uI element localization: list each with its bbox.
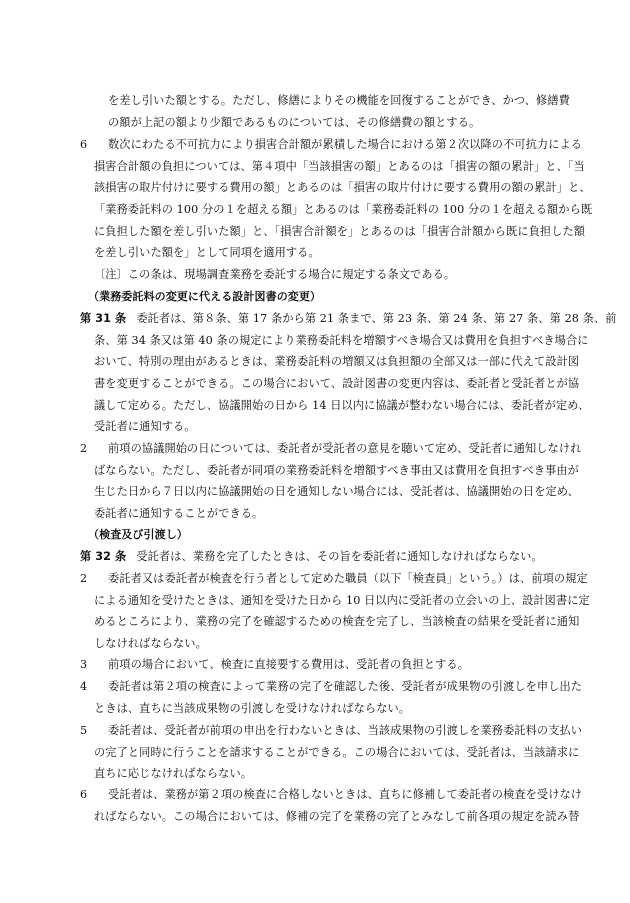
text-line — [0, 806, 630, 828]
paragraph — [0, 720, 630, 785]
section-heading — [0, 524, 630, 546]
clause-number: 4 — [80, 680, 88, 693]
text-line — [0, 590, 630, 612]
text-line — [0, 763, 630, 785]
paragraph — [0, 784, 630, 827]
text-line — [0, 416, 630, 438]
text-line — [0, 568, 630, 590]
text-line — [0, 611, 630, 633]
line-text: めるところにより、業務の完了を確認するための検査を完了し、当該検査の結果を受託者に通知 — [94, 615, 580, 629]
line-text: 受託者は、業務を完了したときは、その旨を委託者に通知しなければならない。 — [136, 550, 543, 563]
paragraph — [0, 286, 630, 308]
clause-number: 6 — [80, 138, 88, 151]
line-text: ればならない。この場合においては、修補の完了を業務の完了とみなして前各項の規定を読み替 — [94, 809, 580, 823]
line-text: 生じた日から７日以内に協議開始の日を通知しない場合には、受託者は、協議開始の日を定め、 — [94, 485, 579, 499]
line-text: を差し引いた額とする。ただし、修繕によりその機能を回復することができ、かつ、修繕費 — [108, 94, 570, 107]
text-line — [0, 373, 630, 395]
text-line — [0, 112, 630, 134]
text-line — [0, 351, 630, 373]
paragraph — [0, 546, 630, 568]
paragraph — [0, 90, 630, 133]
line-text: ときは、直ちに当該成果物の引渡しを受けなければならない。 — [94, 701, 411, 715]
line-text: 委託者は、受託者が前項の申出を行わないときは、当該成果物の引渡しを業務委託料の支払い — [108, 724, 583, 737]
line-text: 議して定める。ただし、協議開始の日から 14 日以内に協議が整わない場合には、委託者が定め、 — [94, 398, 590, 412]
line-text: ばならない。ただし、委託者が同項の業務委託料を増額すべき事由又は費用を負担すべき事由が — [94, 463, 579, 477]
text-line — [0, 784, 630, 806]
text-line — [0, 481, 630, 503]
section-heading — [0, 286, 630, 308]
text-line — [0, 742, 630, 764]
line-text: 該損害の取片付けに要する費用の額」とあるのは「損害の取片付けに要する費用の額の累計」と、 — [94, 181, 591, 195]
line-text: 〔注〕この条は、現場調査業務を委託する場合に規定する条文である。 — [94, 268, 456, 281]
text-line — [0, 221, 630, 243]
text-line — [0, 242, 630, 264]
paragraph — [0, 264, 630, 286]
text-line — [0, 90, 630, 112]
line-text: による通知を受けたときは、通知を受けた日から 10 日以内に受託者の立会いの上、設計図書に定 — [94, 593, 590, 607]
line-text: 受託者に通知する。 — [94, 420, 196, 434]
article-number: 第 31 条 — [80, 312, 127, 325]
clause-number: 6 — [80, 788, 88, 801]
line-text: 前項の場合において、検査に直接要する費用は、受託者の負担とする。 — [108, 658, 469, 671]
clause-number: 2 — [80, 442, 88, 455]
text-line — [0, 654, 630, 676]
text-line — [0, 177, 630, 199]
text-line — [0, 308, 630, 330]
line-text: 数次にわたる不可抗力により損害合計額が累積した場合における第２次以降の不可抗力による — [108, 138, 583, 151]
text-line — [0, 503, 630, 525]
line-text: 委託者は第２項の検査によって業務の完了を確認した後、受託者が成果物の引渡しを申し出た — [108, 680, 583, 693]
line-text: 「業務委託料の 100 分の１を超える額」とあるのは「業務委託料の 100 分の１を超える額から既 — [94, 203, 593, 217]
text-line — [0, 698, 630, 720]
line-text: 委託者は、第８条、第 17 条から第 21 条まで、第 23 条、第 24 条、第 27 条、第 28 条、前 — [136, 312, 617, 325]
line-text: の額が上記の額より少額であるものについては、その修繕費の額とする。 — [108, 115, 481, 129]
paragraph — [0, 524, 630, 546]
clause-number: 3 — [80, 658, 88, 671]
article-number: 第 32 条 — [80, 550, 127, 563]
clause-number: 5 — [80, 724, 88, 737]
text-line — [0, 676, 630, 698]
clause-number: 2 — [80, 572, 88, 585]
text-line — [0, 720, 630, 742]
text-line — [0, 395, 630, 417]
line-text: 受託者は、業務が第２項の検査に合格しないときは、直ちに修補して委託者の検査を受けなけ — [108, 788, 583, 801]
line-text: しなければならない。 — [94, 637, 207, 651]
paragraph — [0, 308, 630, 438]
paragraph — [0, 438, 630, 525]
line-text: 直ちに応じなければならない。 — [94, 767, 253, 781]
text-line — [0, 633, 630, 655]
text-line — [0, 199, 630, 221]
line-text: に負担した額を差し引いた額」と、「損害合計額を」とあるのは「損害合計額から既に負担した額 — [94, 224, 586, 238]
text-line — [0, 264, 630, 286]
line-text: を差し引いた額を」として同項を適用する。 — [94, 246, 320, 260]
line-text: （業務委託料の変更に代える設計図書の変更） — [88, 290, 322, 303]
text-line — [0, 438, 630, 460]
text-line — [0, 330, 630, 352]
text-line — [0, 156, 630, 178]
line-text: おいて、特別の理由があるときは、業務委託料の増額又は負担額の全部又は一部に代えて設計図 — [94, 355, 580, 369]
line-text: 損害合計額の負担については、第４項中「当該損害の額」とあるのは「損害の額の累計」と、「当 — [94, 159, 585, 173]
line-text: の完了と同時に行うことを請求することができる。この場合においては、受託者は、当該請求に — [94, 745, 580, 759]
paragraph — [0, 134, 630, 264]
line-text: 委託者に通知することができる。 — [94, 507, 264, 521]
line-text: 書を変更することができる。この場合において、設計図書の変更内容は、委託者と受託者とが協 — [94, 377, 580, 391]
line-text: 条、第 34 条又は第 40 条の規定により業務委託料を増額すべき場合又は費用を負担すべき場合に — [94, 333, 589, 347]
text-line — [0, 546, 630, 568]
paragraph — [0, 676, 630, 719]
text-line — [0, 134, 630, 156]
text-line — [0, 460, 630, 482]
line-text: 委託者又は委託者が検査を行う者として定めた職員（以下「検査員」という。）は、前項の規定 — [108, 572, 588, 585]
line-text: （検査及び引渡し） — [88, 528, 188, 541]
paragraph — [0, 568, 630, 655]
paragraph — [0, 654, 630, 676]
line-text: 前項の協議開始の日については、委託者が受託者の意見を聴いて定め、受託者に通知しなけれ — [108, 442, 582, 455]
